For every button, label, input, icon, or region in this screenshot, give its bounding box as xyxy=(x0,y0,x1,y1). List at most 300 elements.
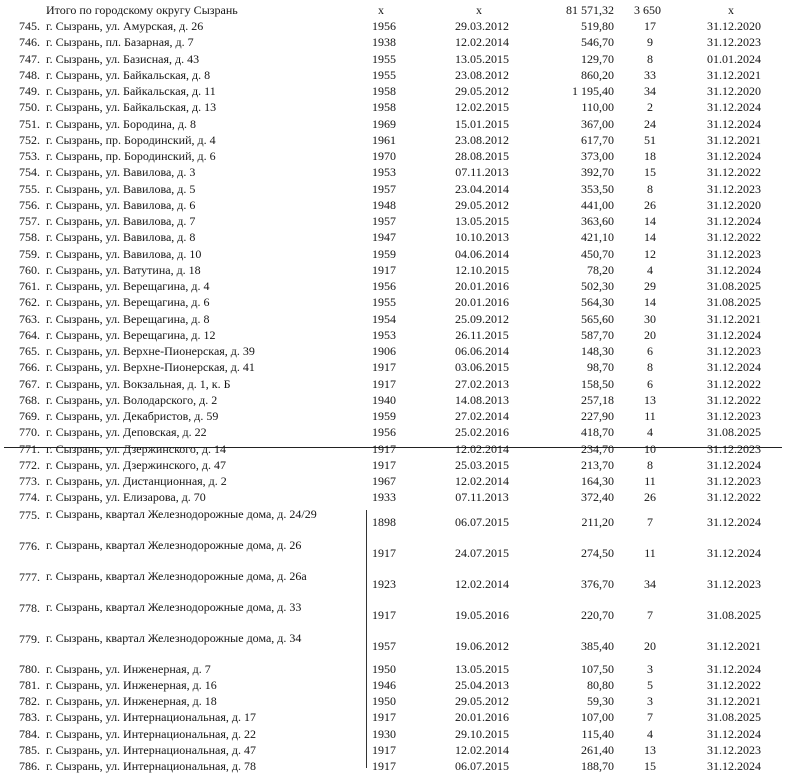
row-year: 1947 xyxy=(372,230,396,245)
row-residents: 26 xyxy=(644,490,656,505)
row-year: 1917 xyxy=(372,360,396,375)
row-area: 107,50 xyxy=(581,661,614,676)
row-date: 04.06.2014 xyxy=(455,246,509,261)
row-address: г. Сызрань, квартал Железнодорожные дома, д. 33 xyxy=(46,599,302,614)
row-date: 25.04.2013 xyxy=(455,677,509,692)
table-row xyxy=(0,359,796,375)
table-row xyxy=(0,392,796,408)
table-row xyxy=(0,408,796,424)
row-area: 158,50 xyxy=(581,376,614,391)
row-date: 13.05.2015 xyxy=(455,51,509,66)
row-year: 1953 xyxy=(372,165,396,180)
row-deadline: 31.12.2024 xyxy=(707,116,761,131)
row-address: г. Сызрань, ул. Верещагина, д. 8 xyxy=(46,311,210,326)
row-deadline: 31.12.2022 xyxy=(707,677,761,692)
totals-year: х xyxy=(378,3,384,17)
row-date: 23.08.2012 xyxy=(455,67,509,82)
table-row xyxy=(0,457,796,473)
table-row xyxy=(0,661,796,677)
row-address: г. Сызрань, ул. Интернациональная, д. 78 xyxy=(46,759,256,773)
row-address: г. Сызрань, ул. Инженерная, д. 7 xyxy=(46,661,211,676)
row-number: 753. xyxy=(19,149,40,163)
row-year: 1917 xyxy=(372,457,396,472)
table-row xyxy=(0,709,796,725)
row-year: 1917 xyxy=(372,742,396,757)
row-deadline: 31.08.2025 xyxy=(707,607,761,622)
table-row xyxy=(0,67,796,83)
row-date: 13.05.2015 xyxy=(455,214,509,228)
row-deadline: 31.12.2023 xyxy=(707,181,761,196)
row-residents: 14 xyxy=(644,230,656,245)
row-year: 1940 xyxy=(372,392,396,407)
row-deadline: 31.12.2024 xyxy=(707,262,761,277)
row-number: 784. xyxy=(19,726,40,741)
row-year: 1957 xyxy=(372,638,396,653)
row-year: 1917 xyxy=(372,710,396,725)
row-date: 15.01.2015 xyxy=(455,116,509,131)
table-row xyxy=(0,343,796,359)
row-area: 587,70 xyxy=(581,327,614,342)
row-area: 450,70 xyxy=(581,246,614,261)
row-residents: 20 xyxy=(644,327,656,342)
row-year: 1917 xyxy=(372,759,396,773)
row-number: 750. xyxy=(19,100,40,115)
row-address: г. Сызрань, ул. Амурская, д. 26 xyxy=(46,19,204,33)
row-deadline: 31.12.2024 xyxy=(707,661,761,676)
row-date: 12.02.2014 xyxy=(455,474,509,488)
row-area: 78,20 xyxy=(587,262,614,277)
row-number: 786. xyxy=(19,759,40,773)
row-address: г. Сызрань, ул. Байкальская, д. 8 xyxy=(46,67,211,82)
row-date: 14.08.2013 xyxy=(455,392,509,407)
row-deadline: 31.12.2024 xyxy=(707,214,761,228)
row-deadline: 31.12.2023 xyxy=(707,474,761,488)
row-residents: 11 xyxy=(644,474,656,488)
row-number: 761. xyxy=(19,279,40,293)
row-deadline: 31.12.2021 xyxy=(707,311,761,326)
row-date: 07.11.2013 xyxy=(455,490,509,505)
row-area: 546,70 xyxy=(581,35,614,50)
table-row xyxy=(0,164,796,180)
row-date: 28.08.2015 xyxy=(455,149,509,163)
table-row xyxy=(0,197,796,213)
row-address: г. Сызрань, пл. Базарная, д. 7 xyxy=(46,35,194,50)
row-year: 1950 xyxy=(372,694,396,708)
row-address: г. Сызрань, ул. Вавилова, д. 7 xyxy=(46,214,196,228)
row-deadline: 31.12.2024 xyxy=(707,759,761,773)
row-address: г. Сызрань, ул. Вавилова, д. 8 xyxy=(46,230,196,245)
table-row xyxy=(0,132,796,148)
row-address: г. Сызрань, ул. Интернациональная, д. 22 xyxy=(46,726,256,741)
row-residents: 7 xyxy=(647,710,653,725)
row-year: 1906 xyxy=(372,344,396,358)
row-year: 1917 xyxy=(372,545,396,560)
row-residents: 29 xyxy=(644,279,656,293)
row-number: 759. xyxy=(19,246,40,261)
row-number: 746. xyxy=(19,35,40,50)
row-area: 98,70 xyxy=(587,360,614,375)
row-address: г. Сызрань, ул. Вавилова, д. 3 xyxy=(46,165,196,180)
row-year: 1958 xyxy=(372,84,396,98)
row-residents: 14 xyxy=(644,214,656,228)
row-deadline: 31.12.2022 xyxy=(707,490,761,505)
row-residents: 34 xyxy=(644,576,656,591)
row-date: 27.02.2014 xyxy=(455,409,509,423)
row-residents: 26 xyxy=(644,197,656,212)
row-residents: 2 xyxy=(647,100,653,115)
row-deadline: 31.12.2023 xyxy=(707,409,761,423)
row-deadline: 31.12.2021 xyxy=(707,67,761,82)
row-address: г. Сызрань, ул. Интернациональная, д. 47 xyxy=(46,742,256,757)
row-deadline: 31.12.2022 xyxy=(707,376,761,391)
row-date: 29.05.2012 xyxy=(455,84,509,98)
row-address: г. Сызрань, ул. Дзержинского, д. 47 xyxy=(46,457,227,472)
row-residents: 3 xyxy=(647,661,653,676)
totals-label: Итого по городскому округу Сызрань xyxy=(46,3,238,17)
row-residents: 20 xyxy=(644,638,656,653)
table-row xyxy=(0,116,796,132)
table-row xyxy=(0,311,796,327)
totals-area: 81 571,32 xyxy=(566,3,614,17)
row-year: 1917 xyxy=(372,262,396,277)
totals-residents: 3 650 xyxy=(634,3,661,17)
row-deadline: 31.12.2024 xyxy=(707,545,761,560)
row-year: 1961 xyxy=(372,132,396,147)
row-address: г. Сызрань, ул. Верещагина, д. 6 xyxy=(46,295,210,310)
row-year: 1953 xyxy=(372,327,396,342)
houses-table xyxy=(0,18,796,774)
row-area: 860,20 xyxy=(581,67,614,82)
row-date: 29.05.2012 xyxy=(455,694,509,708)
row-deadline: 31.12.2020 xyxy=(707,197,761,212)
row-area: 1 195,40 xyxy=(572,84,614,98)
row-deadline: 31.12.2022 xyxy=(707,165,761,180)
table-row xyxy=(0,229,796,245)
row-area: 220,70 xyxy=(581,607,614,622)
row-area: 441,00 xyxy=(581,197,614,212)
table-row xyxy=(0,99,796,115)
row-deadline: 31.08.2025 xyxy=(707,425,761,440)
row-address: г. Сызрань, ул. Деповская, д. 22 xyxy=(46,425,207,440)
table-row xyxy=(0,489,796,505)
table-row xyxy=(0,758,796,774)
row-address: г. Сызрань, ул. Декабристов, д. 59 xyxy=(46,409,219,423)
row-number: 773. xyxy=(19,474,40,488)
row-date: 25.09.2012 xyxy=(455,311,509,326)
row-area: 164,30 xyxy=(581,474,614,488)
row-residents: 4 xyxy=(647,262,653,277)
row-residents: 7 xyxy=(647,607,653,622)
row-area: 564,30 xyxy=(581,295,614,310)
row-area: 519,80 xyxy=(581,19,614,33)
row-date: 19.05.2016 xyxy=(455,607,509,622)
row-number: 745. xyxy=(19,19,40,33)
row-address: г. Сызрань, ул. Верхне-Пионерская, д. 41 xyxy=(46,360,255,375)
row-number: 747. xyxy=(19,51,40,66)
row-date: 26.11.2015 xyxy=(455,327,509,342)
row-date: 25.03.2015 xyxy=(455,457,509,472)
row-number: 767. xyxy=(19,376,40,391)
row-date: 29.10.2015 xyxy=(455,726,509,741)
row-number: 768. xyxy=(19,392,40,407)
row-area: 257,18 xyxy=(581,392,614,407)
row-date: 20.01.2016 xyxy=(455,279,509,293)
row-area: 115,40 xyxy=(581,726,614,741)
row-number: 754. xyxy=(19,165,40,180)
row-year: 1938 xyxy=(372,35,396,50)
table-row xyxy=(0,213,796,229)
table-row xyxy=(0,568,796,599)
row-address: г. Сызрань, ул. Вавилова, д. 10 xyxy=(46,246,202,261)
row-address: г. Сызрань, ул. Байкальская, д. 11 xyxy=(46,84,216,98)
row-year: 1959 xyxy=(372,246,396,261)
row-area: 353,50 xyxy=(581,181,614,196)
row-residents: 4 xyxy=(647,726,653,741)
row-address: г. Сызрань, ул. Инженерная, д. 16 xyxy=(46,677,217,692)
row-year: 1959 xyxy=(372,409,396,423)
row-residents: 15 xyxy=(644,165,656,180)
row-residents: 30 xyxy=(644,311,656,326)
row-residents: 11 xyxy=(644,545,656,560)
table-row xyxy=(0,693,796,709)
row-residents: 34 xyxy=(644,84,656,98)
row-year: 1967 xyxy=(372,474,396,488)
row-address: г. Сызрань, ул. Ватутина, д. 18 xyxy=(46,262,201,277)
row-area: 261,40 xyxy=(581,742,614,757)
row-date: 13.05.2015 xyxy=(455,661,509,676)
totals-date: х xyxy=(476,3,482,17)
row-residents: 9 xyxy=(647,35,653,50)
row-deadline: 31.12.2023 xyxy=(707,344,761,358)
table-row xyxy=(0,246,796,262)
row-number: 775. xyxy=(19,507,40,522)
row-residents: 13 xyxy=(644,742,656,757)
row-deadline: 31.12.2020 xyxy=(707,84,761,98)
row-number: 776. xyxy=(19,538,40,553)
row-address: г. Сызрань, квартал Железнодорожные дома, д. 24/29 xyxy=(46,506,317,521)
table-row xyxy=(0,630,796,661)
row-address: г. Сызрань, ул. Володарского, д. 2 xyxy=(46,392,218,407)
totals-row xyxy=(0,0,796,18)
row-area: 373,00 xyxy=(581,149,614,163)
row-residents: 15 xyxy=(644,759,656,773)
row-deadline: 31.12.2024 xyxy=(707,100,761,115)
row-number: 763. xyxy=(19,311,40,326)
row-area: 372,40 xyxy=(581,490,614,505)
row-number: 770. xyxy=(19,425,40,440)
row-number: 764. xyxy=(19,327,40,342)
row-deadline: 31.12.2024 xyxy=(707,327,761,342)
row-area: 392,70 xyxy=(581,165,614,180)
row-date: 07.11.2013 xyxy=(455,165,509,180)
row-year: 1930 xyxy=(372,726,396,741)
row-deadline: 01.01.2024 xyxy=(707,51,761,66)
row-year: 1957 xyxy=(372,181,396,196)
row-year: 1969 xyxy=(372,116,396,131)
row-number: 766. xyxy=(19,360,40,375)
row-area: 274,50 xyxy=(581,545,614,560)
row-area: 234,70 xyxy=(581,441,614,456)
row-area: 502,30 xyxy=(581,279,614,293)
row-address: г. Сызрань, ул. Бородина, д. 8 xyxy=(46,116,196,131)
row-year: 1958 xyxy=(372,100,396,115)
row-address: г. Сызрань, ул. Дистанционная, д. 2 xyxy=(46,474,227,488)
row-date: 20.01.2016 xyxy=(455,710,509,725)
row-year: 1950 xyxy=(372,661,396,676)
row-deadline: 31.12.2024 xyxy=(707,514,761,529)
table-row xyxy=(0,473,796,489)
row-residents: 12 xyxy=(644,246,656,261)
row-date: 29.05.2012 xyxy=(455,197,509,212)
row-deadline: 31.12.2021 xyxy=(707,132,761,147)
row-date: 06.07.2015 xyxy=(455,759,509,773)
row-residents: 7 xyxy=(647,514,653,529)
table-row xyxy=(0,677,796,693)
row-area: 363,60 xyxy=(581,214,614,228)
row-residents: 33 xyxy=(644,67,656,82)
row-number: 778. xyxy=(19,600,40,615)
row-number: 756. xyxy=(19,197,40,212)
row-year: 1923 xyxy=(372,576,396,591)
table-row xyxy=(0,278,796,294)
row-address: г. Сызрань, квартал Железнодорожные дома, д. 34 xyxy=(46,630,302,645)
row-year: 1917 xyxy=(372,607,396,622)
row-address: г. Сызрань, ул. Вавилова, д. 6 xyxy=(46,197,196,212)
row-residents: 3 xyxy=(647,694,653,708)
table-row xyxy=(0,537,796,568)
row-number: 781. xyxy=(19,677,40,692)
row-number: 758. xyxy=(19,230,40,245)
row-area: 129,70 xyxy=(581,51,614,66)
row-address: г. Сызрань, ул. Байкальская, д. 13 xyxy=(46,100,217,115)
row-residents: 8 xyxy=(647,181,653,196)
row-number: 760. xyxy=(19,262,40,277)
row-date: 06.07.2015 xyxy=(455,514,509,529)
row-area: 367,00 xyxy=(581,116,614,131)
table-row xyxy=(0,327,796,343)
row-deadline: 31.12.2022 xyxy=(707,230,761,245)
row-date: 23.08.2012 xyxy=(455,132,509,147)
row-address: г. Сызрань, ул. Дзержинского, д. 14 xyxy=(46,441,227,456)
row-residents: 11 xyxy=(644,409,656,423)
row-deadline: 31.08.2025 xyxy=(707,295,761,310)
row-deadline: 31.12.2024 xyxy=(707,726,761,741)
row-year: 1955 xyxy=(372,51,396,66)
row-deadline: 31.08.2025 xyxy=(707,710,761,725)
table-row xyxy=(0,294,796,310)
row-year: 1917 xyxy=(372,376,396,391)
row-residents: 24 xyxy=(644,116,656,131)
row-year: 1956 xyxy=(372,279,396,293)
row-number: 757. xyxy=(19,214,40,228)
row-year: 1955 xyxy=(372,67,396,82)
row-deadline: 31.12.2020 xyxy=(707,19,761,33)
row-deadline: 31.12.2023 xyxy=(707,35,761,50)
row-date: 12.10.2015 xyxy=(455,262,509,277)
row-address: г. Сызрань, ул. Интернациональная, д. 17 xyxy=(46,710,256,725)
row-area: 376,70 xyxy=(581,576,614,591)
table-row xyxy=(0,34,796,50)
row-deadline: 31.12.2024 xyxy=(707,360,761,375)
row-deadline: 31.12.2023 xyxy=(707,576,761,591)
row-address: г. Сызрань, квартал Железнодорожные дома, д. 26а xyxy=(46,568,307,583)
row-date: 19.06.2012 xyxy=(455,638,509,653)
row-residents: 17 xyxy=(644,19,656,33)
totals-deadline: х xyxy=(728,3,734,17)
row-number: 752. xyxy=(19,132,40,147)
row-year: 1948 xyxy=(372,197,396,212)
row-date: 10.10.2013 xyxy=(455,230,509,245)
row-area: 188,70 xyxy=(581,759,614,773)
row-date: 12.02.2014 xyxy=(455,576,509,591)
row-deadline: 31.12.2023 xyxy=(707,742,761,757)
row-deadline: 31.12.2024 xyxy=(707,457,761,472)
row-date: 24.07.2015 xyxy=(455,545,509,560)
table-row xyxy=(0,506,796,537)
row-address: г. Сызрань, ул. Верещагина, д. 12 xyxy=(46,327,216,342)
row-address: г. Сызрань, ул. Верещагина, д. 4 xyxy=(46,279,210,293)
row-year: 1946 xyxy=(372,677,396,692)
row-area: 418,70 xyxy=(581,425,614,440)
row-year: 1957 xyxy=(372,214,396,228)
row-number: 755. xyxy=(19,181,40,196)
row-deadline: 31.12.2022 xyxy=(707,392,761,407)
row-number: 785. xyxy=(19,742,40,757)
row-residents: 10 xyxy=(644,441,656,456)
row-number: 771. xyxy=(19,441,40,456)
row-date: 20.01.2016 xyxy=(455,295,509,310)
row-residents: 51 xyxy=(644,132,656,147)
row-area: 107,00 xyxy=(581,710,614,725)
row-area: 148,30 xyxy=(581,344,614,358)
row-residents: 5 xyxy=(647,677,653,692)
row-date: 29.03.2012 xyxy=(455,19,509,33)
row-deadline: 31.08.2025 xyxy=(707,279,761,293)
table-row xyxy=(0,181,796,197)
row-area: 80,80 xyxy=(587,677,614,692)
row-year: 1954 xyxy=(372,311,396,326)
row-area: 211,20 xyxy=(581,514,614,529)
table-row xyxy=(0,83,796,99)
row-deadline: 31.12.2023 xyxy=(707,246,761,261)
table-row xyxy=(0,148,796,164)
row-address: г. Сызрань, пр. Бородинский, д. 4 xyxy=(46,132,216,147)
row-residents: 14 xyxy=(644,295,656,310)
row-number: 777. xyxy=(19,569,40,584)
row-year: 1970 xyxy=(372,149,396,163)
row-year: 1898 xyxy=(372,514,396,529)
row-year: 1955 xyxy=(372,295,396,310)
row-address: г. Сызрань, ул. Вавилова, д. 5 xyxy=(46,181,196,196)
row-number: 749. xyxy=(19,84,40,98)
column-rule xyxy=(366,510,367,768)
row-address: г. Сызрань, ул. Базисная, д. 43 xyxy=(46,51,200,66)
row-date: 27.02.2013 xyxy=(455,376,509,391)
row-residents: 8 xyxy=(647,51,653,66)
row-address: г. Сызрань, пр. Бородинский, д. 6 xyxy=(46,149,216,163)
row-deadline: 31.12.2023 xyxy=(707,441,761,456)
row-number: 780. xyxy=(19,661,40,676)
row-area: 421,10 xyxy=(581,230,614,245)
row-number: 783. xyxy=(19,710,40,725)
row-deadline: 31.12.2021 xyxy=(707,638,761,653)
row-residents: 6 xyxy=(647,376,653,391)
row-address: г. Сызрань, ул. Елизарова, д. 70 xyxy=(46,490,206,505)
row-address: г. Сызрань, квартал Железнодорожные дома, д. 26 xyxy=(46,537,302,552)
row-date: 03.06.2015 xyxy=(455,360,509,375)
row-deadline: 31.12.2024 xyxy=(707,149,761,163)
row-date: 12.02.2014 xyxy=(455,742,509,757)
